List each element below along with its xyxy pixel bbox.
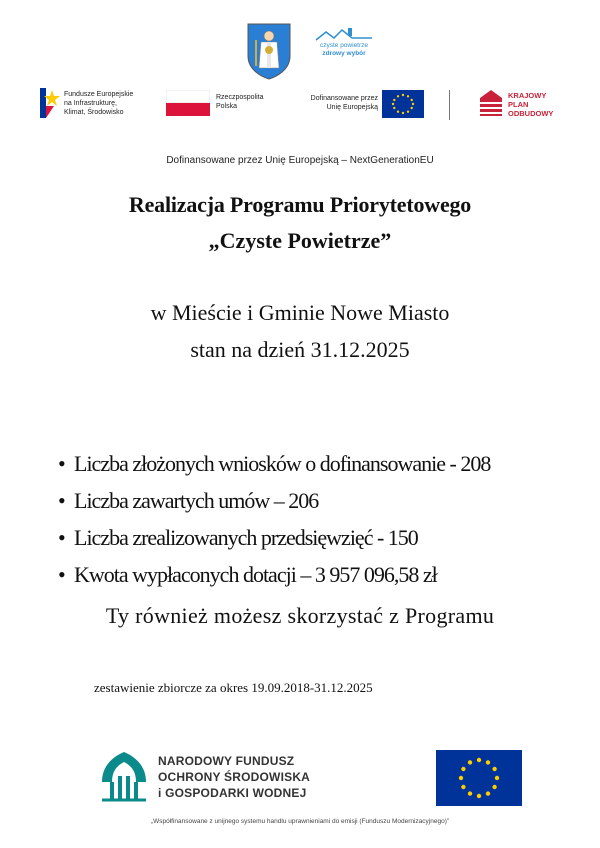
program-title-line1: Realizacja Programu Priorytetowego xyxy=(128,192,472,217)
kpo-line1: KRAJOWY xyxy=(508,91,547,100)
ue-line1: Dofinansowane przez xyxy=(310,95,378,102)
nfosigw-emblem-icon xyxy=(96,748,152,804)
rp-line2: Polska xyxy=(216,103,238,110)
status-date-line: stan na dzień 31.12.2025 xyxy=(190,337,410,362)
nfos-line3: i GOSPODARKI WODNEJ xyxy=(158,786,307,800)
czyste-logo-line2: zdrowy wybór xyxy=(322,50,366,57)
city-coat-of-arms xyxy=(246,22,292,80)
eu-flag-icon xyxy=(382,90,424,118)
czyste-logo-line1: czyste powietrze xyxy=(319,42,369,49)
nfosigw-logo xyxy=(96,748,336,808)
fundusze-line3: Klimat, Środowisko xyxy=(64,109,124,116)
kpo-emblem-icon xyxy=(478,88,504,116)
nextgen-eu-caption: Dofinansowane przez Unię Europejską – NextGenerationEU xyxy=(166,155,434,166)
statistics-list xyxy=(58,445,598,593)
fundusze-line2: na Infrastrukturę, xyxy=(64,100,117,107)
kpo-line3: ODBUDOWY xyxy=(508,109,554,118)
logo-separator xyxy=(449,90,450,120)
kpo-line2: PLAN xyxy=(508,100,529,109)
funding-logos-strip xyxy=(40,84,570,126)
call-to-action: Ty również możesz skorzystać z Programu xyxy=(105,603,495,628)
nfos-line2: OCHRONY ŚRODOWISKA xyxy=(158,770,311,784)
program-title-line2: „Czyste Powietrze” xyxy=(208,228,392,253)
nfos-line1: NARODOWY FUNDUSZ xyxy=(158,754,295,768)
location-line: w Mieście i Gminie Nowe Miasto xyxy=(150,300,450,325)
fundusze-star-icon xyxy=(40,86,62,120)
rzeczpospolita-polska-logo xyxy=(166,90,276,120)
stat-grants-paid: • Kwota wypłaconych dotacji – 3 957 096,58 zł xyxy=(58,556,598,593)
ue-line2: Unię Europejską xyxy=(326,104,378,111)
house-icon xyxy=(312,26,376,42)
stat-contracts: • Liczba zawartych umów – 206 xyxy=(58,482,598,519)
summary-period: zestawienie zbiorcze za okres 19.09.2018-31.12.2025 xyxy=(94,680,373,695)
eu-flag-icon xyxy=(436,750,522,806)
eu-cofinanced-logo xyxy=(292,90,424,120)
modernization-fund-footnote: „Współfinansowane z unijnego systemu handlu uprawnieniami do emisji (Funduszu Modernizacyjnego)” xyxy=(150,818,450,825)
stat-completed-projects: • Liczba zrealizowanych przedsięwzięć - 150 xyxy=(58,519,598,556)
czyste-powietrze-logo xyxy=(312,26,376,66)
fundusze-europejskie-logo xyxy=(40,86,160,124)
kpo-logo xyxy=(478,88,570,122)
rp-line1: Rzeczpospolita xyxy=(216,94,264,101)
polish-flag-icon xyxy=(166,90,210,116)
stat-applications: • Liczba złożonych wniosków o dofinansowanie - 208 xyxy=(58,445,598,482)
fundusze-line1: Fundusze Europejskie xyxy=(64,91,134,98)
